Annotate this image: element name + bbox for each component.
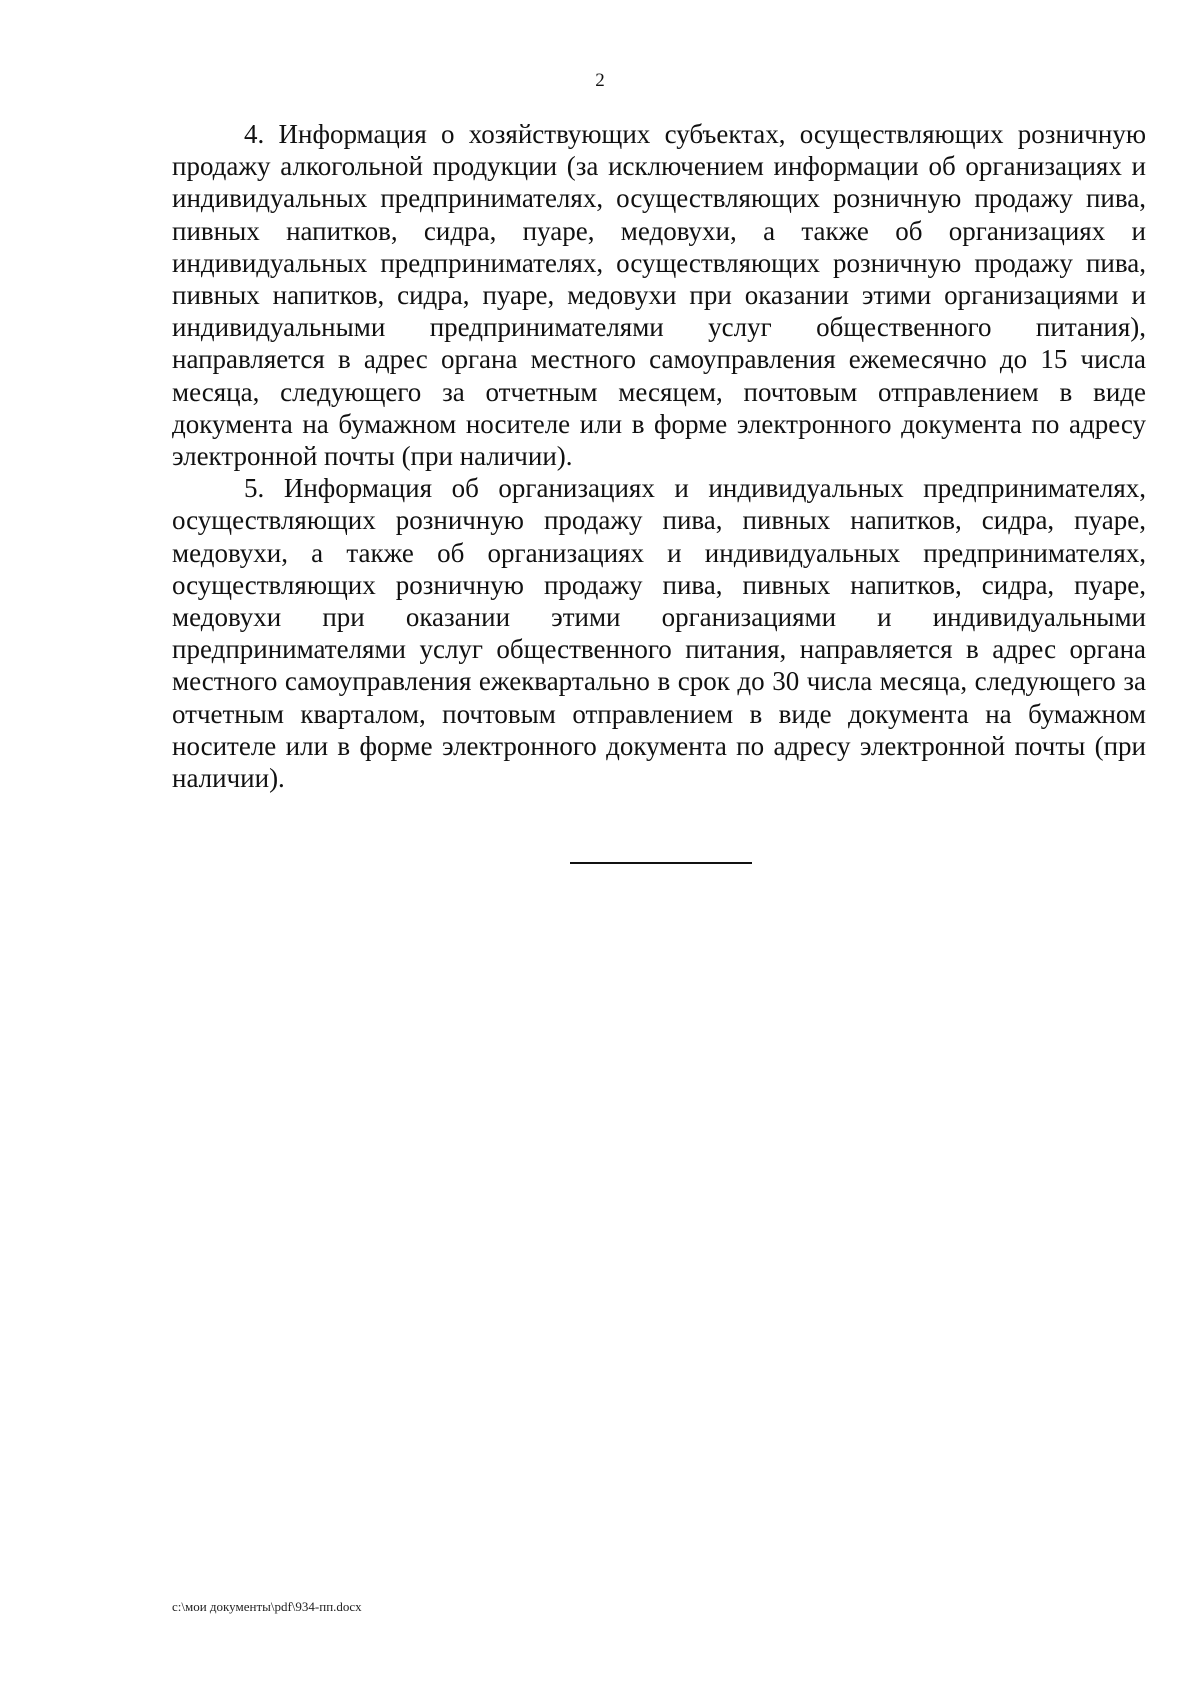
paragraph-5: 5. Информация об организациях и индивидуальных предпринимателях, осуществляющих розничную продажу пива, пивных напитков, сидра, пуаре, медовухи, а также об организациях и индивидуальных предпринимателях, осуществляющих розничную продажу пива, пивных напитков, сидра, пуаре, медовухи при оказании этими организациями и индивидуальными предпринимателями услуг общественного питания, направляется в адрес органа местного самоуправления ежеквартально в срок до 30 числа месяца, следующего за отчетным кварталом, почтовым отправлением в виде документа на бумажном носителе или в форме электронного документа по адресу электронной почты (при наличии). xyxy=(172,473,1146,794)
document-body xyxy=(172,118,1146,794)
footer-file-path: c:\мои документы\pdf\934-пп.docx xyxy=(172,1599,362,1614)
end-separator-line xyxy=(570,862,752,864)
paragraph-4: 4. Информация о хозяйствующих субъектах, осуществляющих розничную продажу алкогольной продукции (за исключением информации об организациях и индивидуальных предпринимателях, осуществляющих розничную продажу пива, пивных напитков, сидра, пуаре, медовухи, а также об организациях и индивидуальных предпринимателях, осуществляющих розничную продажу пива, пивных напитков, сидра, пуаре, медовухи при оказании этими организациями и индивидуальными предпринимателями услуг общественного питания), направляется в адрес органа местного самоуправления ежемесячно до 15 числа месяца, следующего за отчетным месяцем, почтовым отправлением в виде документа на бумажном носителе или в форме электронного документа по адресу электронной почты (при наличии). xyxy=(172,119,1146,472)
page-number: 2 xyxy=(595,70,605,91)
